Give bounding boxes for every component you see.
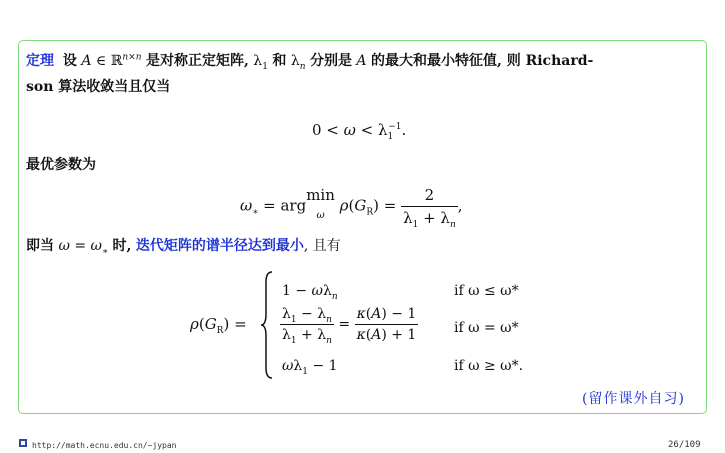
case-1-expr: $1 - \omega\lambda_n$ <box>282 283 338 302</box>
optimal-omega-equation: $\omega_∗ = argmin$ ω $\rho(G_R)$ = $\frac{2}{\lambda_1 + \lambda_n}$ , <box>240 186 463 230</box>
case-3-cond: if ω ≥ ω*. <box>454 358 524 374</box>
case-3-expr: $\omega\lambda_1 - 1$ <box>282 358 338 377</box>
self-study-note: (留作课外自习) <box>582 391 685 407</box>
left-brace <box>260 270 274 380</box>
optimal-param-label: 最优参数为 <box>26 157 96 173</box>
theorem-line-2: son 算法收敛当且仅当 <box>26 79 171 95</box>
case-1-cond: if ω ≤ ω* <box>454 283 519 299</box>
when-line: 即当 $\omega = \omega_∗$ 时, 迭代矩阵的谱半径达到最小, 且有 <box>26 238 341 257</box>
piecewise-lhs: $\rho(G_R)$ = <box>190 315 247 336</box>
theorem-line-1: 定理 设 A ∈ ℝ$^{n\times n}$ 是对称正定矩阵, $\lambda_1$ 和 $\lambda_n$ 分别是 A 的最大和最小特征值, 则 Richard- <box>26 52 594 72</box>
university-logo-icon <box>18 438 28 448</box>
case-2-cond: if ω = ω* <box>454 320 519 336</box>
convergence-condition: $0 < \omega < \lambda_1^{-1}$. <box>312 121 407 142</box>
footer-url[interactable]: http://math.ecnu.edu.cn/~jypan <box>32 441 177 450</box>
case-2-expr: $\frac{\lambda_1 - \lambda_n}{\lambda_1 + \lambda_n}$ = $\frac{\kappa(A) - 1}{\kappa(A) + 1}$ <box>282 306 417 346</box>
theorem-label: 定理 <box>26 53 54 69</box>
page-number: 26/109 <box>668 440 701 450</box>
theorem-frame <box>18 40 707 414</box>
